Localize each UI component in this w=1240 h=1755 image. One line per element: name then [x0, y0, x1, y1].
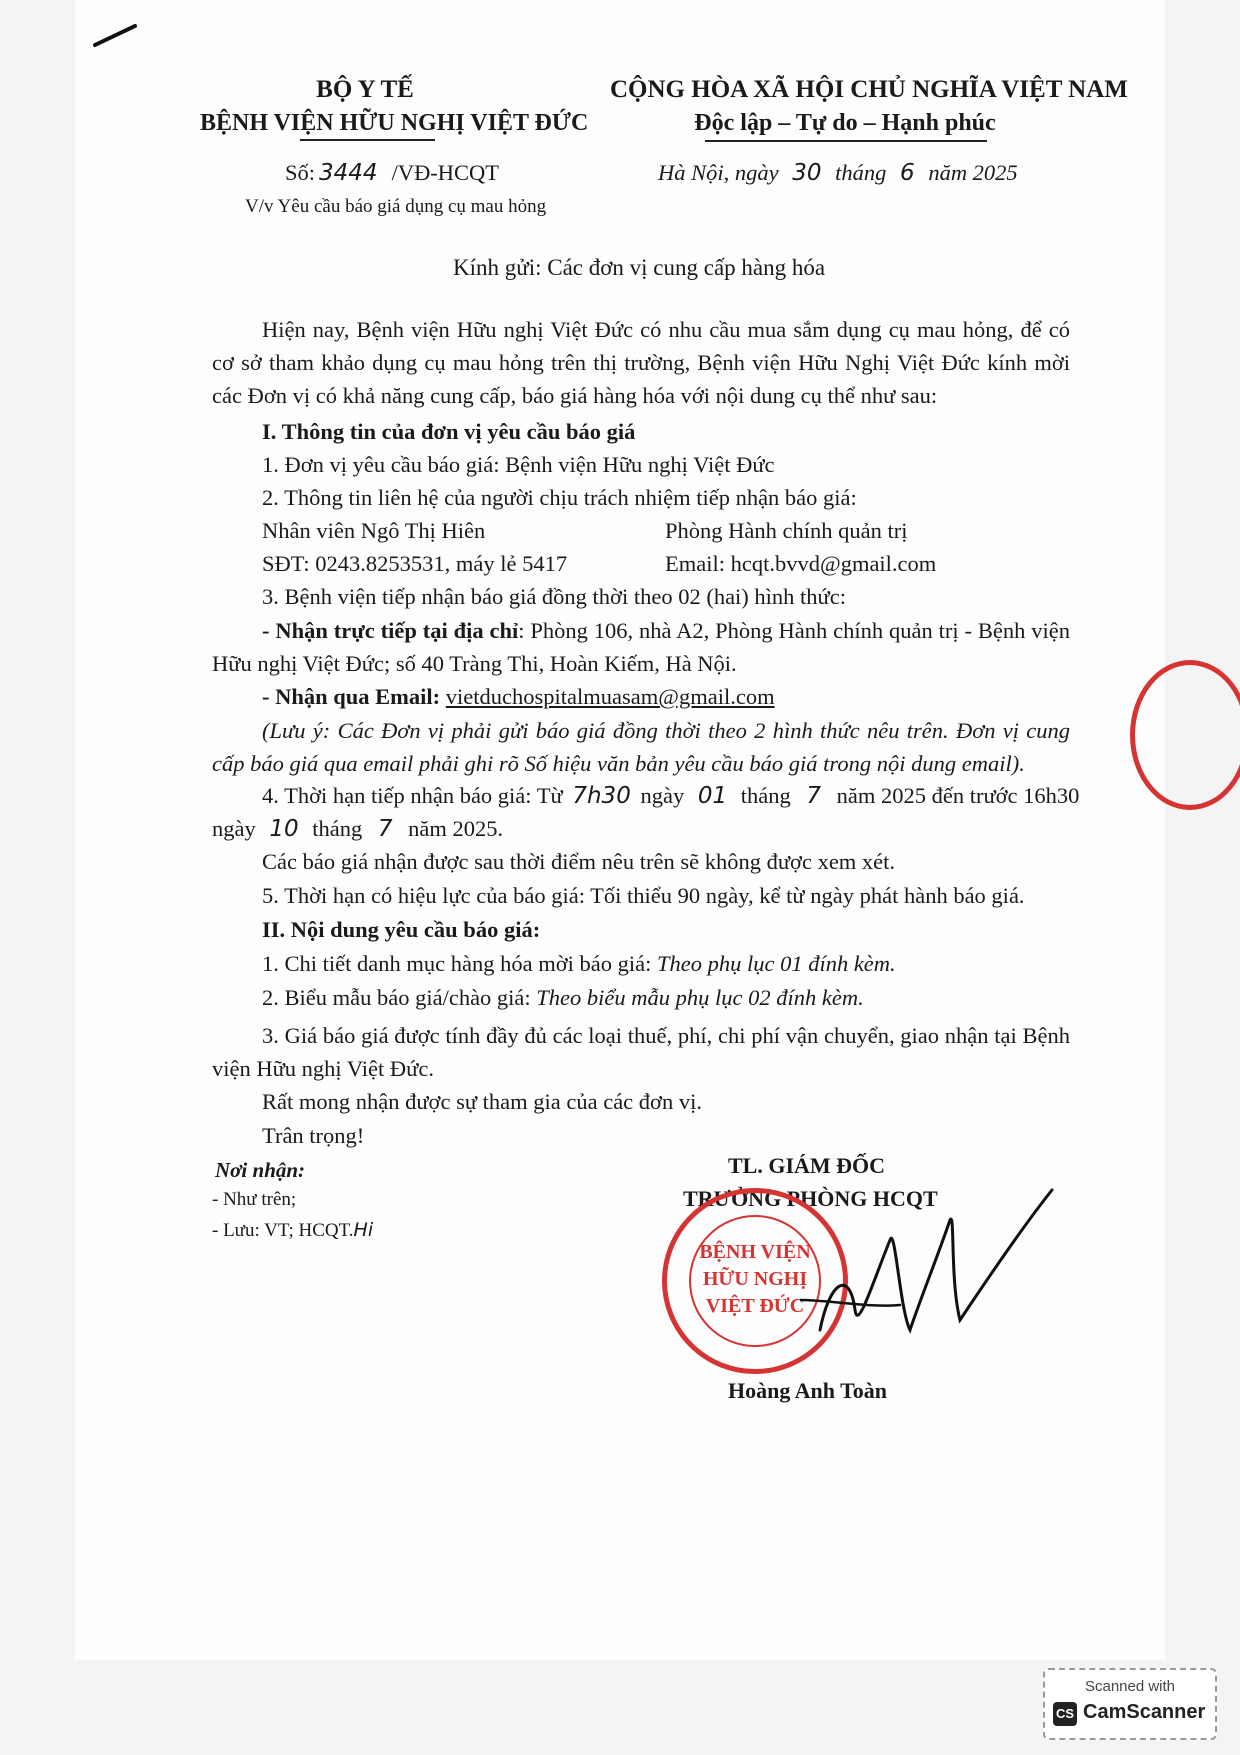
email-submission: - Nhận qua Email: vietduchospitalmuasam@gmail.com — [262, 684, 775, 709]
section1-item5: 5. Thời hạn có hiệu lực của báo giá: Tối thiểu 90 ngày, kể từ ngày phát hành báo giá. — [262, 883, 1025, 908]
header-left-underline — [300, 139, 435, 141]
salutation: Kính gửi: Các đơn vị cung cấp hàng hóa — [453, 255, 826, 280]
closing-line: Rất mong nhận được sự tham gia của các đơn vị. — [262, 1089, 702, 1114]
section1-item2: 2. Thông tin liên hệ của người chịu trách nhiệm tiếp nhận báo giá: — [262, 485, 857, 510]
section1-item3: 3. Bệnh viện tiếp nhận báo giá đồng thời theo 02 (hai) hình thức: — [262, 584, 846, 609]
submission-email-link[interactable]: vietduchospitalmuasam@gmail.com — [445, 684, 775, 709]
section2-item2: 2. Biểu mẫu báo giá/chào giá: Theo biểu mẫu phụ lục 02 đính kèm. — [262, 985, 864, 1010]
section2-item3: 3. Giá báo giá được tính đầy đủ các loại thuế, phí, chi phí vận chuyển, giao nhận tại Bệnh viện Hữu nghị Việt Đức. — [212, 1023, 1070, 1081]
section1-title: I. Thông tin của đơn vị yêu cầu báo giá — [262, 419, 636, 444]
section2-title: II. Nội dung yêu cầu báo giá: — [262, 917, 541, 942]
recipients-title: Nơi nhận: — [215, 1158, 306, 1182]
hospital-name: BỆNH VIỆN HỮU NGHỊ VIỆT ĐỨC — [200, 110, 589, 136]
section1-item4: 4. Thời hạn tiếp nhận báo giá: Từ 7h30 ngày 01 tháng 7 năm 2025 đến trước 16h30 — [262, 783, 1080, 809]
signature-position: TRƯỞNG PHÒNG HCQT — [683, 1186, 938, 1211]
ministry-name: BỘ Y TẾ — [316, 76, 414, 103]
signer-name: Hoàng Anh Toàn — [728, 1378, 887, 1403]
edge-stamp — [1130, 660, 1240, 810]
contact-department: Phòng Hành chính quản trị — [665, 518, 908, 543]
contact-email: Email: hcqt.bvvd@gmail.com — [665, 551, 937, 576]
closing-regards: Trân trọng! — [262, 1123, 365, 1148]
handwritten-signature — [800, 1180, 1060, 1360]
signature-title: TL. GIÁM ĐỐC — [728, 1153, 886, 1178]
submission-note: (Lưu ý: Các Đơn vị phải gửi báo giá đồng thời theo 2 hình thức nêu trên. Đơn vị cung cấp báo giá qua email phải ghi rõ Số hiệu văn bản yêu cầu báo giá trong nội dung email). — [212, 718, 1070, 776]
camscanner-watermark: Scanned with CS CamScanner — [1043, 1668, 1217, 1740]
contact-phone: SĐT: 0243.8253531, máy lẻ 5417 — [262, 551, 568, 576]
contact-name: Nhân viên Ngô Thị Hiên — [262, 518, 486, 543]
national-motto: Độc lập – Tự do – Hạnh phúc — [694, 110, 996, 136]
hospital-stamp: BỆNH VIỆN HỮU NGHỊ VIỆT ĐỨC — [662, 1188, 848, 1374]
motto-underline — [705, 140, 987, 142]
document-subject: V/v Yêu cầu báo giá dụng cụ mau hỏng — [245, 196, 547, 217]
pen-mark — [90, 20, 140, 50]
country-name: CỘNG HÒA XÃ HỘI CHỦ NGHĨA VIỆT NAM — [610, 76, 1128, 103]
recipients-item1: - Như trên; — [212, 1189, 297, 1210]
intro-paragraph: Hiện nay, Bệnh viện Hữu nghị Việt Đức có nhu cầu mua sắm dụng cụ mau hỏng, để có cơ sở tham khảo dụng cụ mau hỏng trên thị trường, Bệnh viện Hữu Nghị Việt Đức kính mời các Đơn vị có khả năng cung cấp, báo giá hàng hóa với nội dung cụ thể như sau: — [212, 317, 1070, 408]
camscanner-logo-icon: CS — [1053, 1702, 1077, 1726]
section1-item1: 1. Đơn vị yêu cầu báo giá: Bệnh viện Hữu nghị Việt Đức — [262, 452, 775, 477]
document-number: Số: 3444 /VĐ-HCQT — [285, 160, 500, 186]
section2-item1: 1. Chi tiết danh mục hàng hóa mời báo giá: Theo phụ lục 01 đính kèm. — [262, 951, 896, 976]
direct-submission: - Nhận trực tiếp tại địa chỉ: Phòng 106, nhà A2, Phòng Hành chính quản trị - Bệnh viện Hữu nghị Việt Đức; số 40 Tràng Thi, Hoàn Kiếm, Hà Nội. — [212, 618, 1070, 676]
issue-date: Hà Nội, ngày 30 tháng 6 năm 2025 — [658, 160, 1018, 186]
recipients-item2: - Lưu: VT; HCQT.Hi — [212, 1219, 374, 1241]
section1-item4-continued: ngày 10 tháng 7 năm 2025. — [212, 816, 504, 842]
late-submission-note: Các báo giá nhận được sau thời điểm nêu trên sẽ không được xem xét. — [262, 849, 896, 874]
